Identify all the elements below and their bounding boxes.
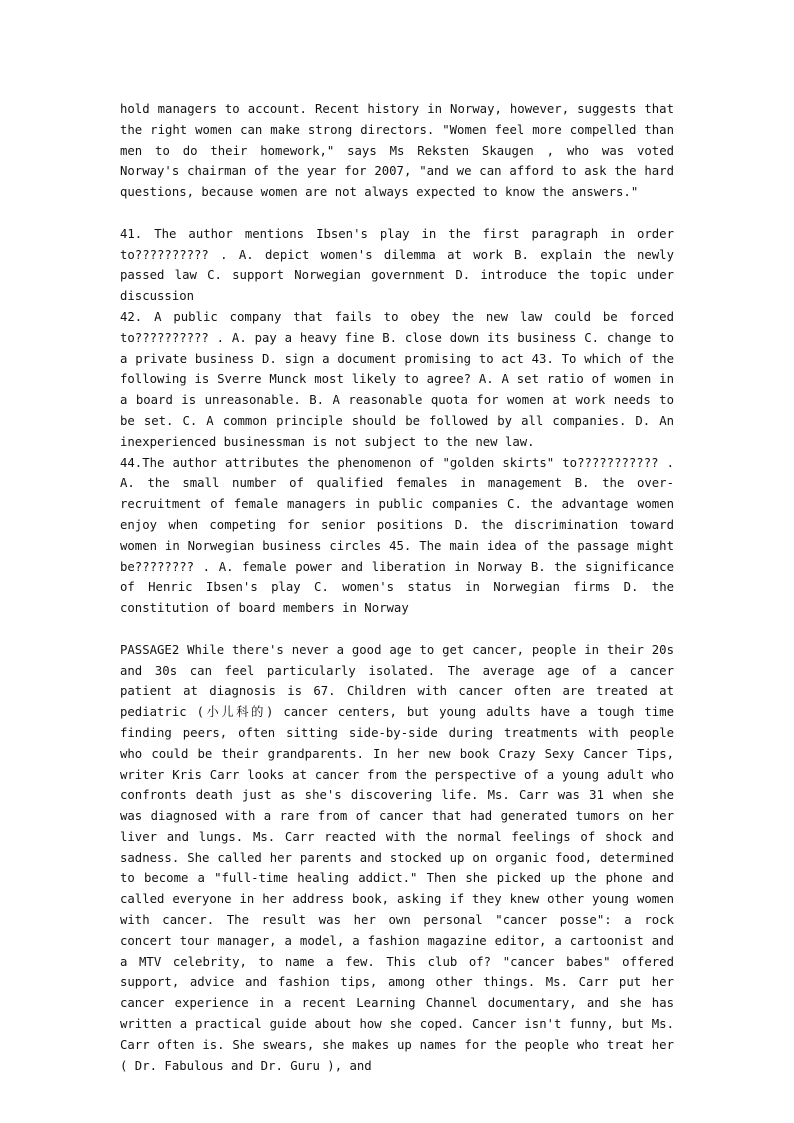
paragraph-gap <box>120 203 674 224</box>
document-page <box>120 99 674 1076</box>
questions-44-45: 44.The author attributes the phenomenon of "golden skirts" to??????????? . A. the small number of qualified females in management B. the over-recruitment of female managers in public companies C. the advantage women enjoy when competing for senior positions D. the discrimination toward women in Norwegian business circles 45. The main idea of the passage might be???????? . A. female power and liberation in Norway B. the significance of Henric Ibsen's play C. women's status in Norwegian firms D. the constitution of board members in Norway <box>120 455 674 616</box>
questions-42-43: 42. A public company that fails to obey the new law could be forced to?????????? . A. pay a heavy fine B. close down its business C. change to a private business D. sign a document promising to act 43. To which of the following is Sverre Munck most likely to agree? A. A set ratio of women in a board is unreasonable. B. A reasonable quota for women at work needs to be set. C. A common principle should be followed by all companies. D. An inexperienced businessman is not subject to the new law. <box>120 309 674 449</box>
paragraph-gap <box>120 619 674 640</box>
passage2-paragraph: PASSAGE2 While there's never a good age to get cancer, people in their 20s and 30s can feel particularly isolated. The average age of a cancer patient at diagnosis is 67. Children with cancer often are treated at pediatric (小儿科的) cancer centers, but young adults have a tough time finding peers, often sitting side-by-side during treatments with people who could be their grandparents. In her new book Crazy Sexy Cancer Tips, writer Kris Carr looks at cancer from the perspective of a young adult who confronts death just as she's discovering life. Ms. Carr was 31 when she was diagnosed with a rare from of cancer that had generated tumors on her liver and lungs. Ms. Carr reacted with the normal feelings of shock and sadness. She called her parents and stocked up on organic food, determined to become a "full-time healing addict." Then she picked up the phone and called everyone in her address book, asking if they knew other young women with cancer. The result was her own personal "cancer posse": a rock concert tour manager, a model, a fashion magazine editor, a cartoonist and a MTV celebrity, to name a few. This club of? "cancer babes" offered support, advice and fashion tips, among other things. Ms. Carr put her cancer experience in a recent Learning Channel documentary, and she has written a practical guide about how she coped. Cancer isn't funny, but Ms. Carr often is. She swears, she makes up names for the people who treat her ( Dr. Fabulous and Dr. Guru ), and <box>120 642 674 1073</box>
passage1-closing-paragraph: hold managers to account. Recent history in Norway, however, suggests that the right women can make strong directors. "Women feel more compelled than men to do their homework," says Ms Reksten Skaugen , who was voted Norway's chairman of the year for 2007, "and we can afford to ask the hard questions, because women are not always expected to know the answers." <box>120 102 674 200</box>
question-41: 41. The author mentions Ibsen's play in the first paragraph in order to?????????? . A. depict women's dilemma at work B. explain the newly passed law C. support Norwegian government D. introduce the topic under discussion <box>120 226 674 304</box>
